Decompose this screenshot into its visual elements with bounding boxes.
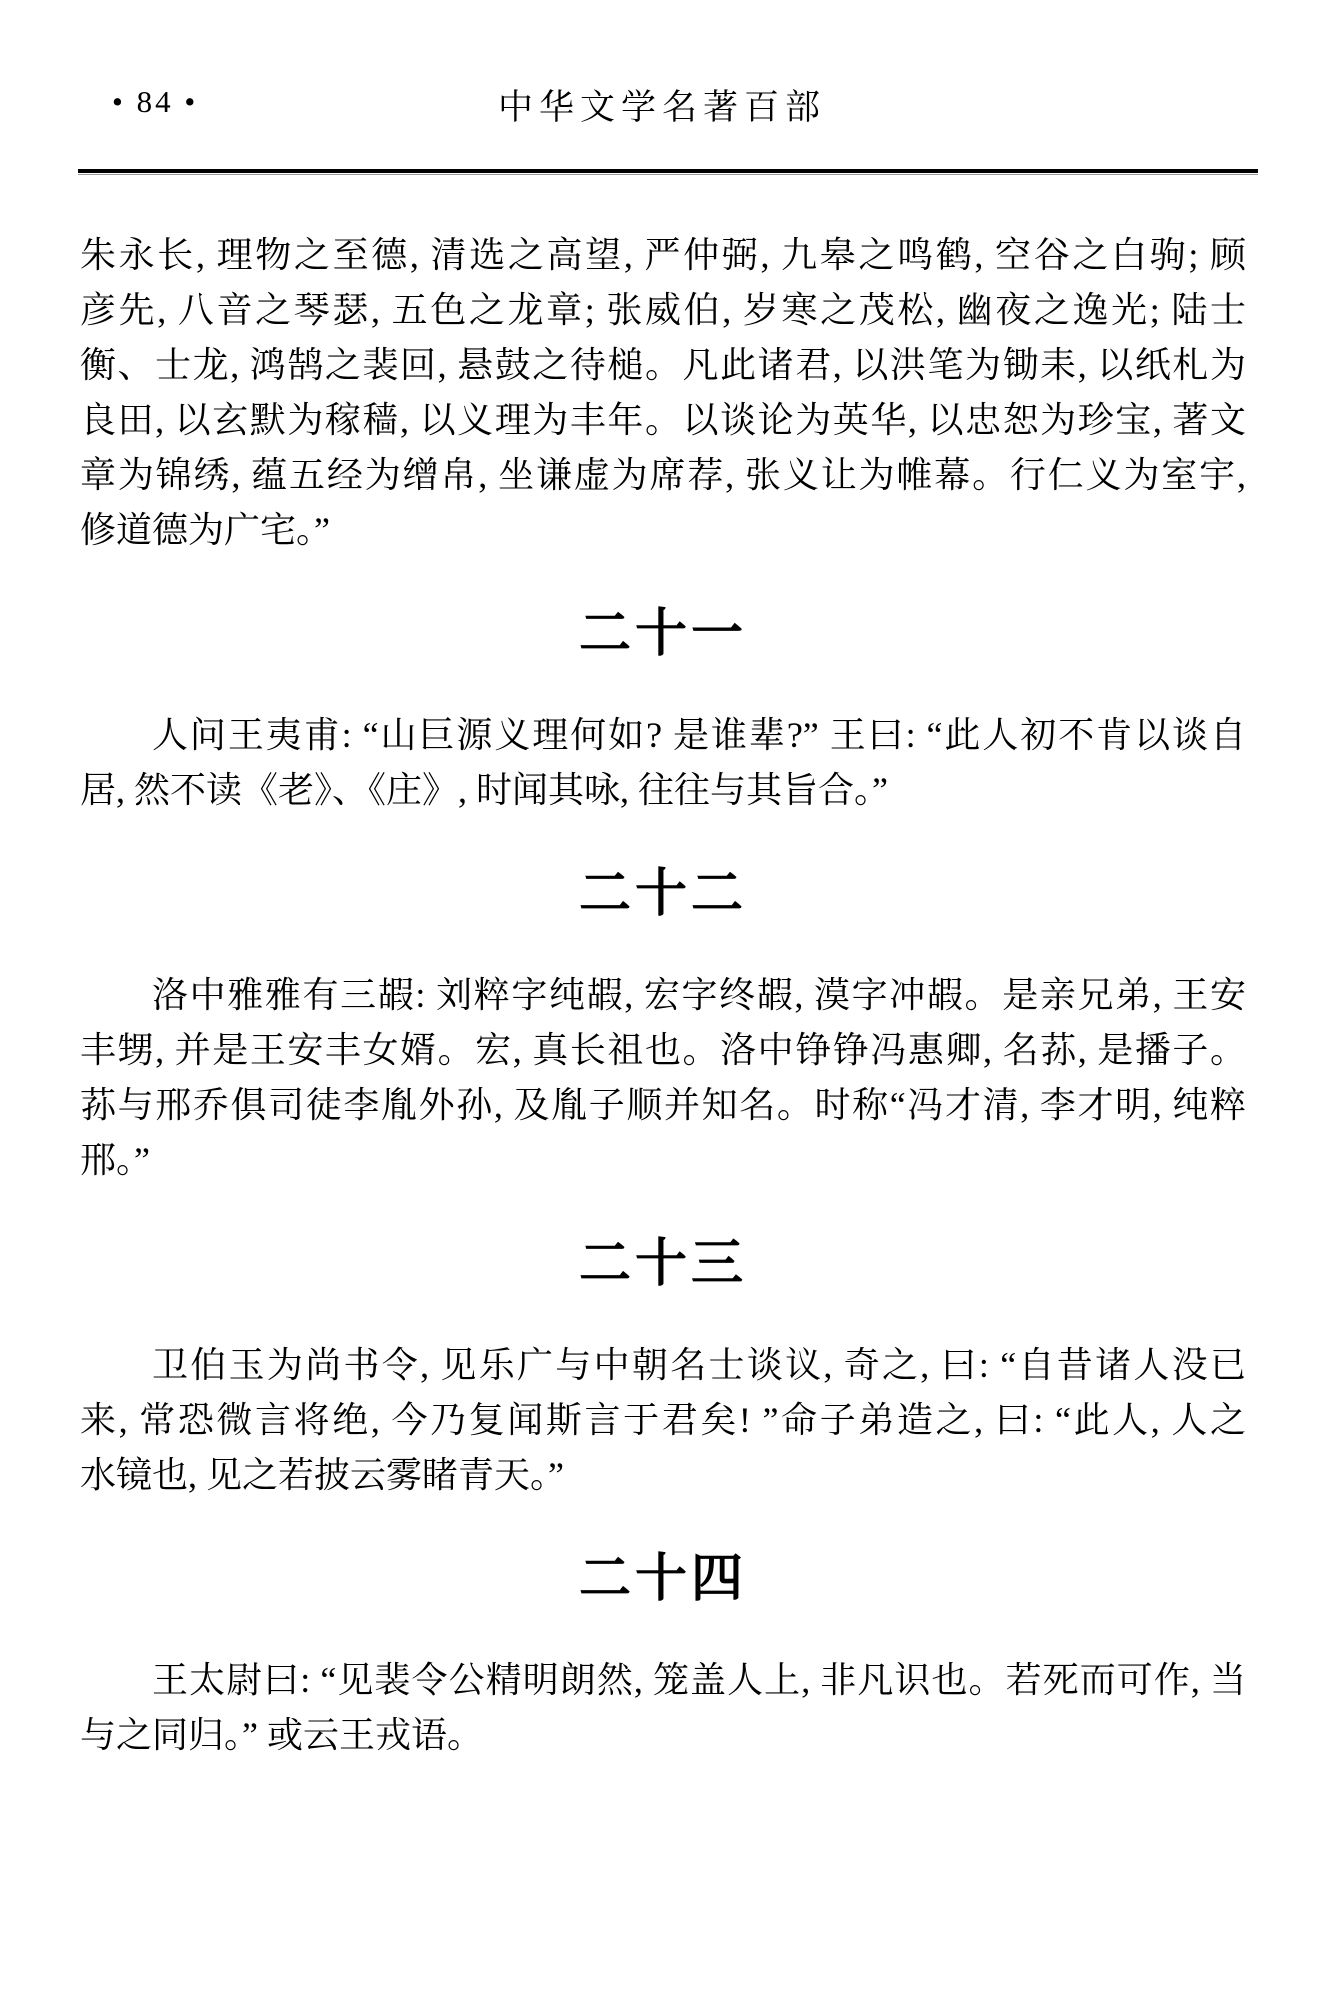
text-line: 洛中雅雅有三嘏: 刘粹字纯嘏, 宏字终嘏, 漠字冲嘏。是亲兄弟, 王安 (152, 975, 1246, 1015)
paragraph (80, 1653, 1246, 1763)
document-body (0, 178, 1324, 1763)
text-line: 良田, 以玄默为稼穑, 以义理为丰年。以谈论为英华, 以忠恕为珍宝, 著文 (80, 400, 1246, 440)
text-line: 邢。” (80, 1140, 150, 1180)
text-line: 章为锦绣, 蕴五经为缯帛, 坐谦虚为席荐, 张义让为帷幕。行仁义为室宇, (80, 455, 1246, 495)
section-heading: 二十四 (578, 1550, 747, 1608)
section-heading: 二十二 (578, 865, 747, 923)
section-heading: 二十三 (578, 1235, 747, 1293)
running-head (0, 0, 1324, 178)
text-line: 修道德为广宅。” (80, 510, 330, 550)
text-line: 丰甥, 并是王安丰女婿。宏, 真长祖也。洛中铮铮冯惠卿, 名荪, 是播子。 (80, 1030, 1246, 1070)
paragraph (80, 968, 1246, 1188)
section-heading: 二十一 (578, 605, 747, 663)
text-line: 王太尉曰: “见裴令公精明朗然, 笼盖人上, 非凡识也。若死而可作, 当 (152, 1660, 1246, 1700)
text-line: 居, 然不读《老》、《庄》, 时闻其咏, 往往与其旨合。” (80, 770, 888, 810)
paragraph (80, 228, 1246, 558)
paragraph (80, 1338, 1246, 1503)
text-line: 朱永长, 理物之至德, 清选之高望, 严仲弼, 九皋之鸣鹤, 空谷之白驹; 顾 (80, 235, 1246, 275)
paragraph (80, 708, 1246, 818)
page-number: • 84 • (112, 84, 199, 119)
text-line: 卫伯玉为尚书令, 见乐广与中朝名士谈议, 奇之, 曰: “自昔诸人没已 (152, 1345, 1246, 1385)
text-line: 荪与邢乔俱司徒李胤外孙, 及胤子顺并知名。时称“冯才清, 李才明, 纯粹 (80, 1085, 1246, 1125)
text-line: 来, 常恐微言将绝, 今乃复闻斯言于君矣! ”命子弟造之, 曰: “此人, 人之 (80, 1400, 1246, 1440)
text-line: 彦先, 八音之琴瑟, 五色之龙章; 张威伯, 岁寒之茂松, 幽夜之逸光; 陆士 (80, 290, 1246, 330)
header-rule (78, 169, 1258, 175)
text-line: 与之同归。” 或云王戎语。 (80, 1715, 483, 1755)
book-title: 中华文学名著百部 (497, 88, 826, 127)
text-line: 衡、士龙, 鸿鹄之裴回, 悬鼓之待槌。凡此诸君, 以洪笔为锄耒, 以纸札为 (80, 345, 1246, 385)
text-line: 水镜也, 见之若披云雾睹青天。” (80, 1455, 564, 1495)
text-line: 人问王夷甫: “山巨源义理何如? 是谁辈?” 王曰: “此人初不肯以谈自 (152, 715, 1246, 755)
